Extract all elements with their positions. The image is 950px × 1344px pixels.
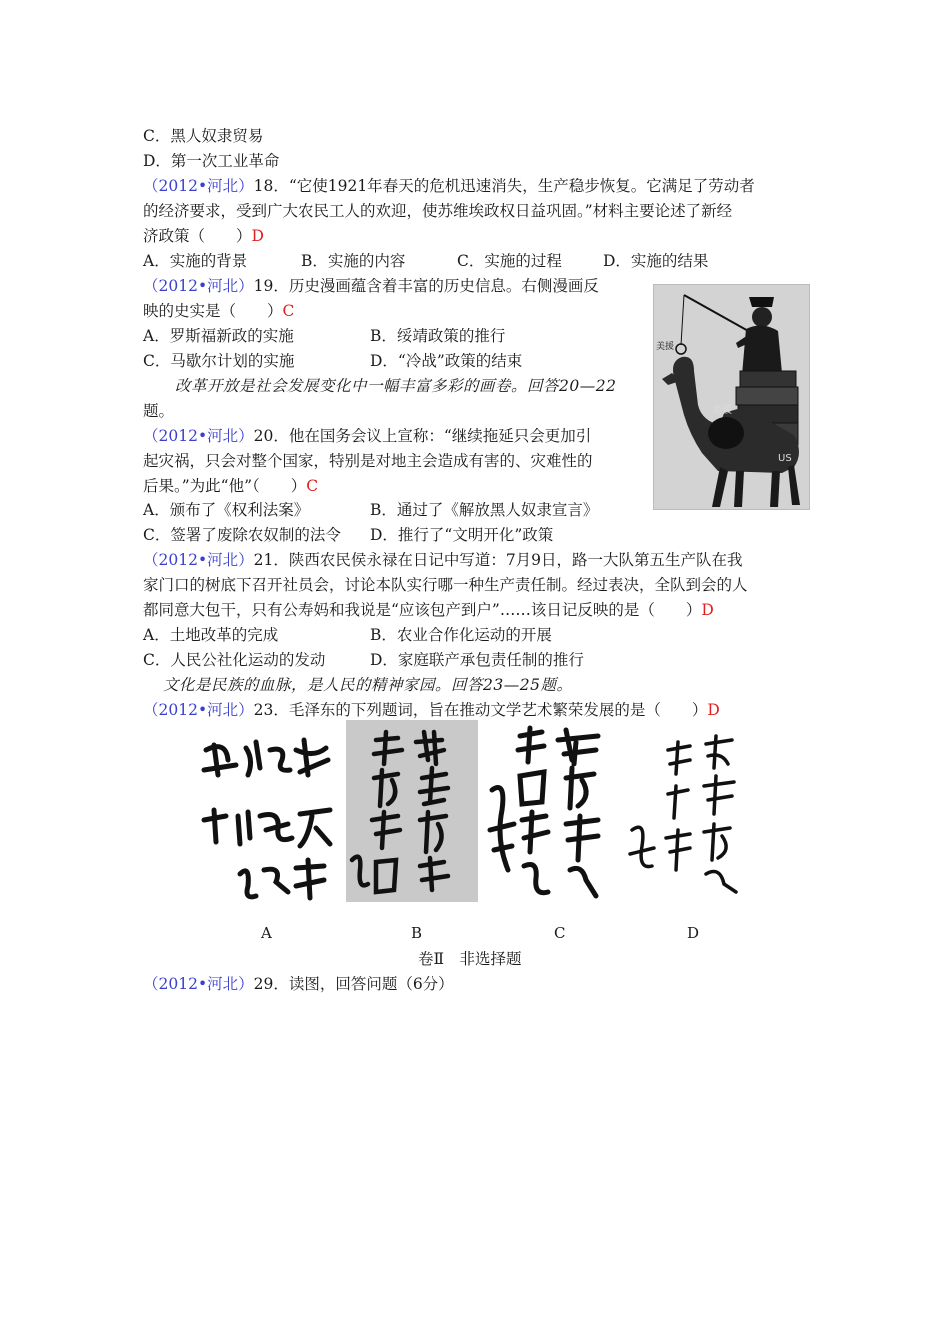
- q19-answer: C: [282, 302, 295, 320]
- q23-source: （2012•河北）: [143, 701, 254, 719]
- q19-line-1: [143, 275, 599, 297]
- q19-option-b: B．绥靖政策的推行: [370, 327, 506, 345]
- q21-option-d: D．家庭联产承包责任制的推行: [370, 651, 584, 669]
- q21-stem-3: 都同意大包干，只有公寿妈和我说是“应该包产到户”……该日记反映的是（ ）: [143, 601, 702, 619]
- q18-option-d: D．实施的结果: [603, 252, 709, 270]
- section-heading: 卷Ⅱ 非选择题: [418, 950, 522, 968]
- q21-line-3: [143, 599, 714, 621]
- q19-option-a: A．罗斯福新政的实施: [143, 327, 294, 345]
- cartoon-label-3: US: [778, 453, 792, 464]
- q18-option-c: C．实施的过程: [457, 252, 562, 270]
- q20-source: （2012•河北）: [143, 427, 254, 445]
- q20-line-3: [143, 475, 318, 497]
- q21-line-1: [143, 549, 743, 571]
- q19-option-d: D．“冷战”政策的结束: [370, 352, 523, 370]
- q23-line-1: [143, 699, 720, 721]
- calligraphy-a-strokes: [196, 720, 338, 902]
- q18-option-b: B．实施的内容: [301, 252, 406, 270]
- calligraphy-b-strokes: [346, 720, 478, 902]
- q20-option-a: A．颁布了《权利法案》: [143, 501, 310, 519]
- q20-line-1: [143, 425, 591, 447]
- intro-20-22-line-2: 题。: [143, 402, 175, 420]
- q20-option-c: C．签署了废除农奴制的法令: [143, 526, 341, 544]
- calligraphy-a-image: [196, 720, 338, 902]
- q20-stem-1: 20．他在国务会议上宣称：“继续拖延只会更加引: [253, 427, 592, 445]
- q18-line-3: [143, 225, 264, 247]
- q23-stem-1: 23．毛泽东的下列题词，旨在推动文学艺术繁荣发展的是（ ）: [253, 701, 708, 719]
- calligraphy-caption-d: D: [687, 924, 700, 942]
- q21-option-a: A．土地改革的完成: [143, 626, 279, 644]
- q21-source: （2012•河北）: [143, 551, 254, 569]
- q17-option-d: D．第一次工业革命: [143, 152, 280, 170]
- calligraphy-c-strokes: [486, 720, 606, 902]
- q19-option-c: C．马歇尔计划的实施: [143, 352, 295, 370]
- q18-source: （2012•河北）: [143, 177, 254, 195]
- calligraphy-c-image: [486, 720, 606, 902]
- q19-stem-1: 19．历史漫画蕴含着丰富的历史信息。右侧漫画反: [253, 277, 599, 295]
- q23-answer: D: [707, 701, 720, 719]
- q21-answer: D: [701, 601, 714, 619]
- q21-option-c: C．人民公社化运动的发动: [143, 651, 326, 669]
- q21-option-b: B．农业合作化运动的开展: [370, 626, 552, 644]
- q21-stem-1: 21．陕西农民侯永禄在日记中写道：7月9日，路一大队第五生产队在我: [253, 551, 743, 569]
- q29-line-1: [143, 973, 454, 995]
- q20-option-d: D．推行了“文明开化”政策: [370, 526, 554, 544]
- q19-line-2: [143, 300, 294, 322]
- q19-stem-2: 映的史实是（ ）: [143, 302, 283, 320]
- q18-stem-2: 的经济要求，受到广大农民工人的欢迎，使苏维埃政权日益巩固。”材料主要论述了新经: [143, 202, 733, 220]
- calligraphy-b-image: [346, 720, 478, 902]
- q18-stem-1: 18．“它使1921年春天的危机迅速消失，生产稳步恢复。它满足了劳动者: [253, 177, 755, 195]
- q20-option-b: B．通过了《解放黑人奴隶宣言》: [370, 501, 599, 519]
- q20-answer: C: [306, 477, 319, 495]
- cartoon-image: [653, 284, 810, 510]
- calligraphy-d-image: [624, 720, 742, 902]
- q20-stem-3: 后果。”为此“他”（ ）: [143, 477, 307, 495]
- cartoon-label-2: 美援: [712, 405, 732, 416]
- calligraphy-caption-a: A: [261, 924, 272, 942]
- q20-stem-2: 起灾祸，只会对整个国家，特别是对地主会造成有害的、灾难性的: [143, 452, 593, 470]
- q21-stem-2: 家门口的树底下召开社员会，讨论本队实行哪一种生产责任制。经过表决，全队到会的人: [143, 576, 748, 594]
- q18-answer: D: [251, 227, 264, 245]
- q17-option-c: C．黑人奴隶贸易: [143, 127, 264, 145]
- q29-stem-1: 29．读图，回答问题（6分）: [253, 975, 454, 993]
- calligraphy-d-strokes: [624, 720, 742, 902]
- cartoon-label-1: 美援: [656, 342, 675, 352]
- calligraphy-caption-b: B: [411, 924, 423, 942]
- q29-source: （2012•河北）: [143, 975, 254, 993]
- calligraphy-caption-c: C: [554, 924, 566, 942]
- q18-line-1: [143, 175, 755, 197]
- camel-cartoon-drawing: [654, 285, 809, 509]
- intro-23-25: 文化是民族的血脉，是人民的精神家园。回答23—25题。: [163, 676, 573, 694]
- q19-source: （2012•河北）: [143, 277, 254, 295]
- q18-stem-3: 济政策（ ）: [143, 227, 252, 245]
- intro-20-22-line-1: 改革开放是社会发展变化中一幅丰富多彩的画卷。回答20—22: [175, 377, 617, 395]
- q18-option-a: A．实施的背景: [143, 252, 248, 270]
